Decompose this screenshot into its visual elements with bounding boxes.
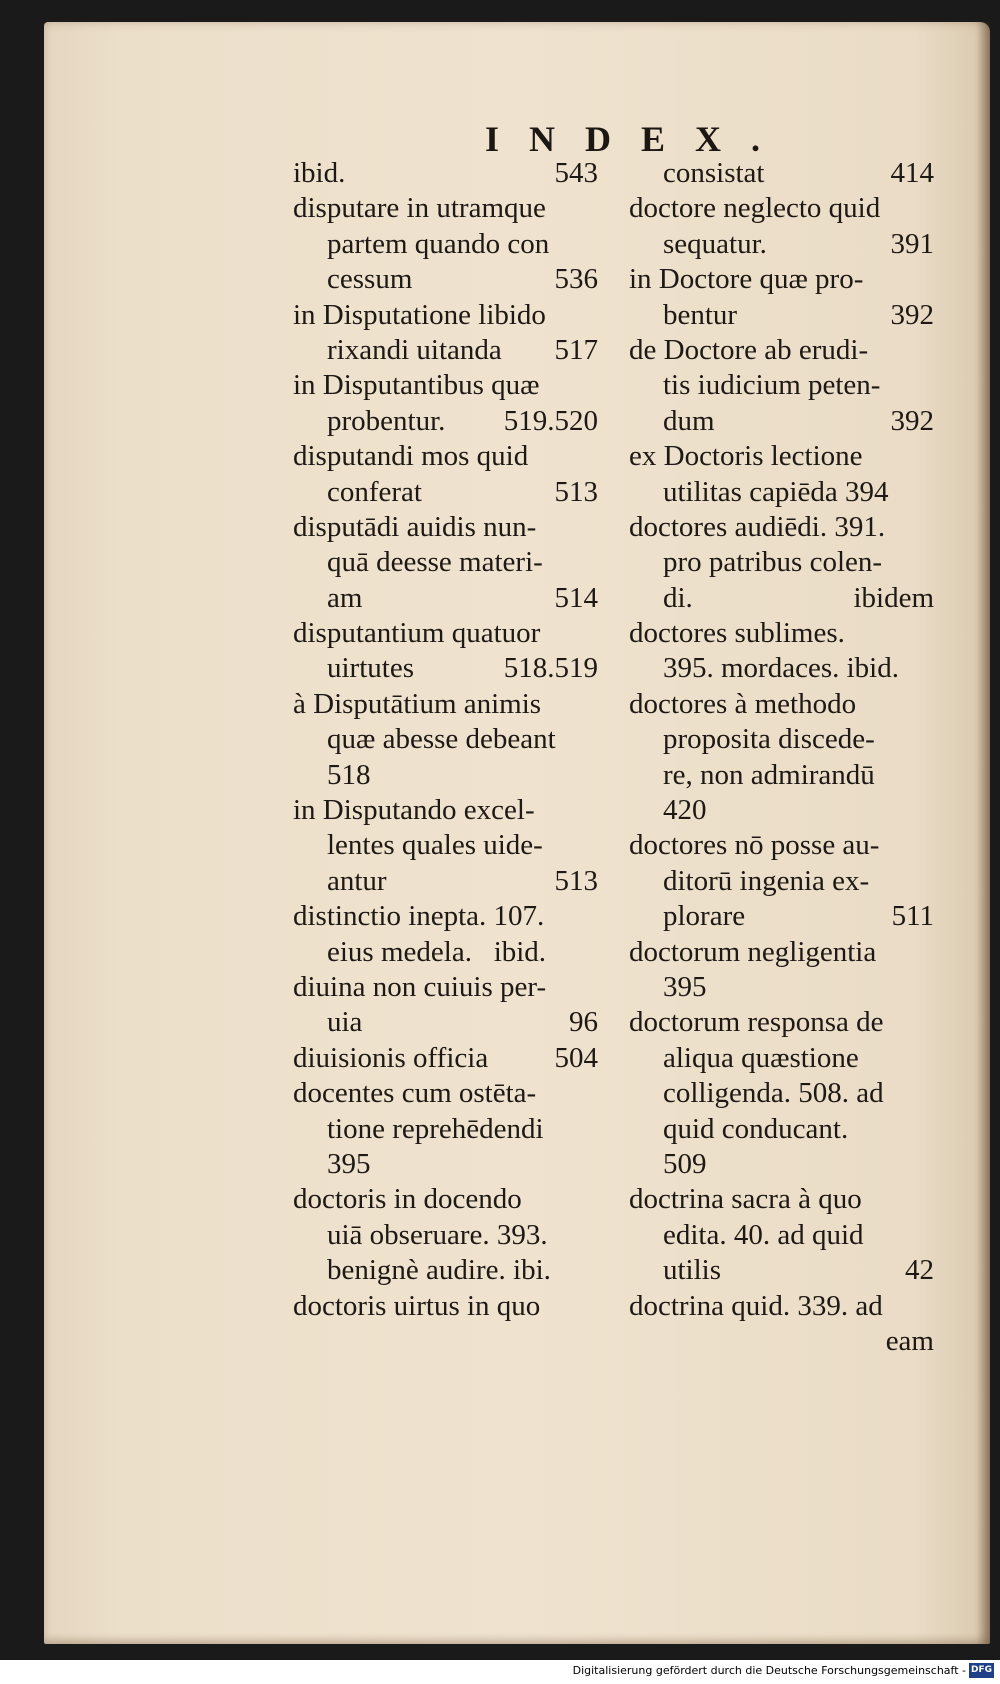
- entry-text: quid conducant.: [663, 1112, 849, 1145]
- index-entry: [629, 828, 934, 934]
- entry-continuation-line: [629, 1147, 934, 1182]
- entry-text: de Doctore ab erudi-: [629, 333, 869, 366]
- entry-text: colligenda. 508. ad: [663, 1077, 884, 1110]
- catchword-line: [629, 1324, 934, 1359]
- entry-headword-line: [629, 191, 934, 226]
- entry-text: plorare: [663, 900, 746, 933]
- entry-headword-line: [629, 1005, 934, 1040]
- entry-text: proposita discede-: [663, 723, 875, 756]
- page-reference: 392: [890, 404, 934, 437]
- entry-continuation-line: [293, 1253, 598, 1288]
- entry-text: in Disputando excel-: [293, 794, 535, 827]
- entry-headword-line: [629, 333, 934, 368]
- page-reference: 511: [891, 900, 934, 933]
- index-entry: [629, 262, 934, 333]
- page-reference: 519.520: [503, 404, 598, 437]
- index-entry: [629, 616, 934, 687]
- entry-continuation-line: [629, 758, 934, 793]
- index-entry: [293, 1041, 598, 1076]
- entry-text: 395. mordaces. ibid.: [663, 652, 899, 685]
- entry-text: uiā obseruare. 393.: [327, 1218, 548, 1251]
- index-entry: [629, 687, 934, 829]
- entry-continuation-line: [629, 581, 934, 616]
- entry-text: disputare in utramque: [293, 192, 546, 225]
- index-entry: [293, 1289, 598, 1324]
- entry-headword-line: [629, 828, 934, 863]
- entry-text: doctores à methodo: [629, 687, 857, 720]
- entry-continuation-line: [629, 1076, 934, 1111]
- entry-text: docentes cum ostēta-: [293, 1077, 537, 1110]
- entry-headword-line: [293, 1289, 598, 1324]
- entry-text: ibid.: [293, 157, 346, 189]
- entry-text: 518: [327, 758, 371, 791]
- entry-text: sequatur.: [663, 227, 767, 260]
- entry-headword-line: [293, 1182, 598, 1217]
- entry-text: benignè audire. ibi.: [327, 1254, 551, 1287]
- entry-continuation-line: [293, 333, 598, 368]
- index-entry: [293, 510, 598, 616]
- index-entry: [293, 687, 598, 793]
- entry-continuation-line: [293, 651, 598, 686]
- footer-bar: [0, 1660, 1000, 1684]
- entry-text: doctores audiēdi. 391.: [629, 510, 886, 543]
- entry-text: 509: [663, 1147, 707, 1180]
- index-entry: [293, 793, 598, 899]
- entry-headword-line: [629, 510, 934, 545]
- entry-headword-line: [629, 616, 934, 651]
- index-entry: [629, 1289, 934, 1324]
- page-reference: 42: [905, 1254, 934, 1287]
- index-entry: [293, 191, 598, 297]
- entry-text: rixandi uitanda: [327, 333, 502, 366]
- entry-text: antur: [327, 864, 387, 897]
- entry-continuation-line: [629, 1218, 934, 1253]
- entry-headword-line: [293, 156, 598, 191]
- entry-text: partem quando con: [327, 227, 550, 260]
- entry-headword-line: [293, 1041, 598, 1076]
- entry-headword-line: [293, 899, 598, 934]
- entry-text: am: [327, 581, 363, 614]
- entry-continuation-line: [293, 475, 598, 510]
- entry-text: doctorum responsa de: [629, 1006, 884, 1039]
- index-entry: [629, 156, 934, 191]
- entry-text: doctores nō posse au-: [629, 829, 880, 862]
- index-entry: [293, 368, 598, 439]
- entry-text: diuisionis officia: [293, 1041, 489, 1074]
- entry-headword-line: [293, 439, 598, 474]
- entry-headword-line: [629, 687, 934, 722]
- entry-headword-line: [293, 970, 598, 1005]
- entry-continuation-line: [293, 581, 598, 616]
- index-entry: [293, 298, 598, 369]
- entry-continuation-line: [629, 1112, 934, 1147]
- catchword: eam: [885, 1324, 934, 1357]
- entry-continuation-line: [629, 970, 934, 1005]
- entry-text: ex Doctoris lectione: [629, 440, 863, 473]
- entry-text: doctrina quid. 339. ad: [629, 1289, 883, 1322]
- page-edge-shadow: [976, 22, 990, 1644]
- index-entry: [293, 1182, 598, 1288]
- index-entry: [629, 1005, 934, 1182]
- entry-continuation-line: [629, 404, 934, 439]
- entry-continuation-line: [293, 1218, 598, 1253]
- entry-continuation-line: [293, 545, 598, 580]
- entry-text: conferat: [327, 475, 422, 508]
- entry-text: doctoris in docendo: [293, 1183, 522, 1216]
- index-entry: [293, 616, 598, 687]
- entry-continuation-line: [629, 1253, 934, 1288]
- entry-text: dum: [663, 404, 715, 437]
- page-reference: 513: [554, 864, 598, 897]
- entry-text: re, non admirandū: [663, 758, 875, 791]
- index-entry: [293, 156, 598, 191]
- entry-continuation-line: [293, 227, 598, 262]
- entry-text: eius medela. ibid.: [327, 935, 547, 968]
- entry-text: 395: [663, 970, 707, 1003]
- entry-headword-line: [293, 368, 598, 403]
- entry-headword-line: [293, 1076, 598, 1111]
- entry-text: distinctio inepta. 107.: [293, 900, 545, 933]
- entry-text: di.: [663, 581, 693, 614]
- entry-headword-line: [293, 510, 598, 545]
- entry-text: 395: [327, 1147, 371, 1180]
- entry-text: utilitas capiēda 394: [663, 475, 889, 508]
- entry-continuation-line: [293, 404, 598, 439]
- entry-continuation-line: [629, 793, 934, 828]
- page-reference: 96: [569, 1006, 598, 1039]
- entry-continuation-line: [629, 227, 934, 262]
- entry-headword-line: [293, 687, 598, 722]
- entry-text: consistat: [663, 157, 765, 189]
- entry-text: quā deesse materi-: [327, 546, 543, 579]
- entry-continuation-line: [629, 1041, 934, 1076]
- entry-continuation-line: [629, 545, 934, 580]
- entry-continuation-line: [293, 1005, 598, 1040]
- entry-text: probentur.: [327, 404, 446, 437]
- entry-continuation-line: [293, 1147, 598, 1182]
- page-reference: 414: [890, 157, 934, 189]
- entry-headword-line: [293, 191, 598, 226]
- entry-text: cessum: [327, 263, 413, 296]
- index-entry: [293, 970, 598, 1041]
- page-reference: 392: [890, 298, 934, 331]
- running-head: INDEX.: [485, 119, 791, 159]
- entry-headword-line: [629, 1289, 934, 1324]
- entry-continuation-line: [293, 722, 598, 757]
- page-reference: 514: [554, 581, 598, 614]
- entry-text: pro patribus colen-: [663, 546, 883, 579]
- entry-headword-line: [629, 262, 934, 297]
- index-entry: [293, 439, 598, 510]
- entry-text: diuina non cuiuis per-: [293, 970, 547, 1003]
- index-entry: [293, 1076, 598, 1182]
- index-entry: [629, 439, 934, 510]
- entry-continuation-line: [629, 899, 934, 934]
- entry-continuation-line: [629, 722, 934, 757]
- index-entry: [629, 935, 934, 1006]
- entry-text: doctorum negligentia: [629, 935, 877, 968]
- entry-text: in Disputatione libido: [293, 298, 546, 331]
- entry-text: doctores sublimes.: [629, 617, 845, 650]
- page-reference: 513: [554, 475, 598, 508]
- entry-text: aliqua quæstione: [663, 1041, 859, 1074]
- entry-text: quæ abesse debeant: [327, 723, 556, 756]
- entry-continuation-line: [629, 298, 934, 333]
- page-reference: 517: [554, 333, 598, 366]
- entry-text: doctoris uirtus in quo: [293, 1289, 541, 1322]
- index-column-right: [629, 156, 934, 1359]
- entry-continuation-line: [293, 758, 598, 793]
- entry-text: disputandi mos quid: [293, 440, 529, 473]
- dfg-logo: DFG: [969, 1663, 994, 1678]
- entry-headword-line: [293, 298, 598, 333]
- index-entry: [629, 510, 934, 616]
- entry-headword-line: [629, 1182, 934, 1217]
- entry-text: in Doctore quæ pro-: [629, 263, 864, 296]
- entry-continuation-line: [293, 864, 598, 899]
- entry-continuation-line: [629, 651, 934, 686]
- page-reference: ibidem: [853, 581, 934, 614]
- entry-continuation-line: [629, 864, 934, 899]
- index-entry: [629, 191, 934, 262]
- index-column-left: [293, 156, 598, 1324]
- entry-text: edita. 40. ad quid: [663, 1218, 864, 1251]
- entry-continuation-line: [293, 828, 598, 863]
- entry-headword-line: [293, 616, 598, 651]
- index-entry: [629, 1182, 934, 1288]
- entry-text: disputādi auidis nun-: [293, 510, 537, 543]
- page-reference: 518.519: [503, 652, 598, 685]
- entry-text: uirtutes: [327, 652, 414, 685]
- entry-text: bentur: [663, 298, 738, 331]
- entry-text: doctore neglecto quid: [629, 192, 881, 225]
- entry-text: disputantium quatuor: [293, 617, 541, 650]
- entry-text: à Disputātium animis: [293, 687, 542, 720]
- entry-continuation-line: [293, 1112, 598, 1147]
- index-entry: [293, 899, 598, 970]
- entry-headword-line: [629, 439, 934, 474]
- entry-text: 420: [663, 794, 707, 827]
- entry-text: utilis: [663, 1254, 722, 1287]
- entry-continuation-line: [629, 475, 934, 510]
- entry-headword-line: [293, 793, 598, 828]
- page-reference: 543: [554, 157, 598, 189]
- page-reference: 504: [554, 1041, 598, 1074]
- entry-text: uia: [327, 1006, 363, 1039]
- page-reference: 536: [554, 263, 598, 296]
- page-reference: 391: [890, 227, 934, 260]
- entry-continuation-line: [629, 368, 934, 403]
- entry-text: tis iudicium peten-: [663, 369, 881, 402]
- entry-text: in Disputantibus quæ: [293, 369, 540, 402]
- footer-credit: Digitalisierung gefördert durch die Deutsche Forschungsgemeinschaft -: [572, 1664, 966, 1677]
- entry-headword-line: [629, 935, 934, 970]
- entry-text: tione reprehēdendi: [327, 1112, 544, 1145]
- entry-continuation-line: [293, 935, 598, 970]
- entry-text: lentes quales uide-: [327, 829, 543, 862]
- entry-text: doctrina sacra à quo: [629, 1183, 862, 1216]
- entry-headword-line: [629, 156, 934, 191]
- entry-continuation-line: [293, 262, 598, 297]
- index-entry: [629, 333, 934, 439]
- entry-text: ditorū ingenia ex-: [663, 864, 870, 897]
